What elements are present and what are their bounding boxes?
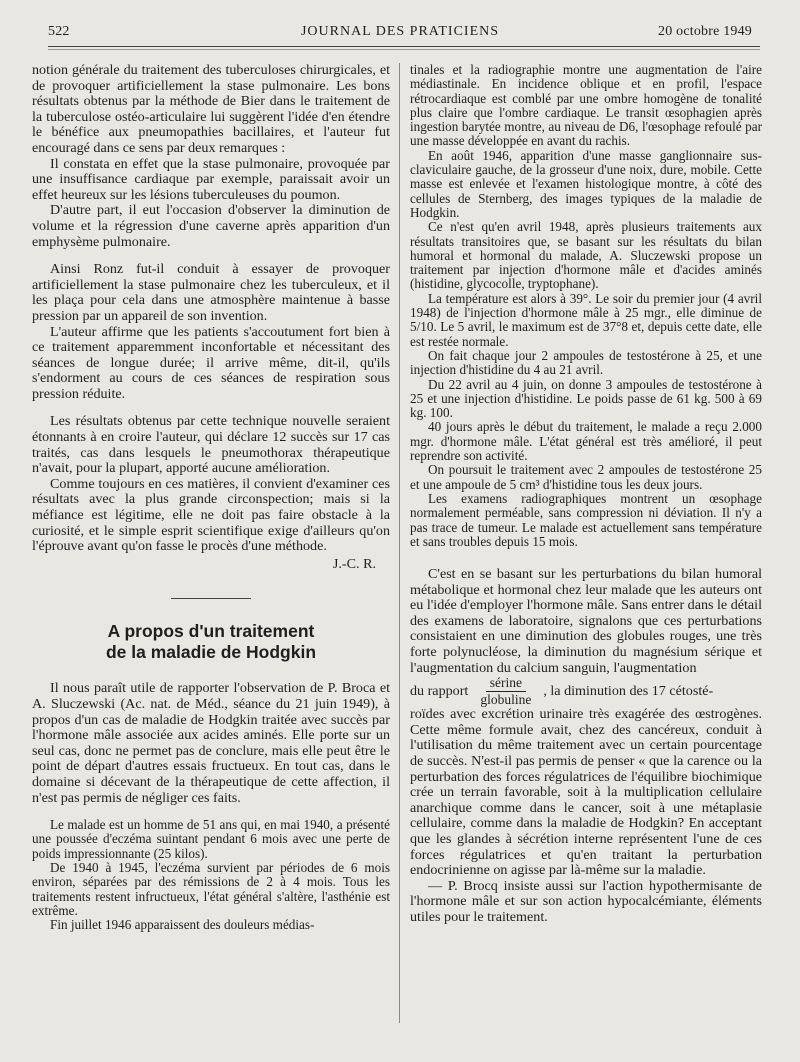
left-column (32, 63, 390, 933)
header-rule-thin (48, 49, 760, 50)
fraction-denominator: globuline (480, 692, 532, 708)
spacer (32, 663, 390, 681)
paragraph: — P. Brocq insiste aussi sur l'action hypothermisante de l'hormone mâle et sur son action hypocalcémiante, éléments utiles pour le traitement. (410, 877, 762, 925)
ratio-prefix: du rapport (410, 682, 469, 699)
case-paragraph: Ce n'est qu'en avril 1948, après plusieurs traitements aux résultats transitoires que, se basant sur les résultats du bilan humoral et hormonal du malade, A. Sluczewski propose un traitement par injection d'hormone mâle et d'acides aminés (histidine, glycocolle, tryptophane). (410, 219, 762, 292)
paragraph: L'auteur affirme que les patients s'accoutument fort bien à ce traitement apparemment inconfortable et nécessitant des séances de longue durée; il arrive même, dit-il, qu'ils s'endorment au cours de ces séances de respiration sous pression réduite. (32, 323, 390, 402)
case-paragraph: Le malade est un homme de 51 ans qui, en mai 1940, a présenté une poussée d'eczéma suintant pendant 6 mois avec une perte de poids impressionnante (25 kilos). (32, 817, 390, 861)
case-paragraph: Les examens radiographiques montrent un œsophage normalement perméable, sans compression ni déviation. Il n'y a pas trace de tumeur. Le malade est actuellement sans température et sans troubles depuis 15 mois. (410, 490, 762, 549)
right-column (410, 63, 762, 926)
author-signature: J.-C. R. (332, 555, 376, 572)
paragraph: notion générale du traitement des tuberculoses chirurgicales, et de provoquer artificiellement la stase pulmonaire. Les bons résultats obtenus par la méthode de Bier dans le traitement de la tuberculose ostéo-articulaire lui suggèrent l'idée d'en étendre le bénéfice aux pneumopathies bacillaires, et l'auteur fut encouragé dans ce sens par deux remarques : (32, 62, 390, 156)
paragraph: Les résultats obtenus par cette technique nouvelle seraient étonnants à en croire l'auteur, qui déclare 12 succès sur 17 cas traités, cas dans lesquels le pneumothorax thérapeutique n'avait, pour la plupart, apporté aucune amélioration. (32, 413, 390, 477)
paragraph: C'est en se basant sur les perturbations du bilan humoral métabolique et hormonal chez leur malade que les auteurs ont eu l'idée d'employer l'hormone mâle. Sans entrer dans le détail des examens de laboratoire, signalons que ces perturbations consistaient en une diminution des globules rouges, une très forte polynucléose, la diminution du magnésium sérique et l'augmentation du calcium sanguin, l'augmentation (410, 566, 763, 676)
case-paragraph: Fin juillet 1946 apparaissent des douleurs médias- (50, 917, 315, 933)
case-paragraph: On poursuit le traitement avec 2 ampoules de testostérone 25 et une ampoule de 5 cm³ d'histidine tous les deux jours. (410, 462, 762, 492)
case-paragraph: La température est alors à 39°. Le soir du premier jour (4 avril 1948) de l'injection d'hormone mâle à 25 mgr., elle diminue de 5/10. Le 5 avril, le maximum est de 37°8 et, depuis cette date, elle est restée normale. (410, 290, 762, 349)
ratio-suffix: , la diminution des 17 cétosté- (543, 682, 714, 699)
case-paragraph: 40 jours après le début du traitement, le malade a reçu 2.000 mgr. d'hormone mâle. L'état général est très amélioré, il peut reprendre son activité. (410, 419, 762, 464)
case-paragraph: On fait chaque jour 2 ampoules de testostérone à 25, et une injection d'histidine du 4 au 21 avril. (410, 347, 762, 378)
paragraph: Comme toujours en ces matières, il convient d'examiner ces résultats avec la plus grande circonspection; mais si la méfiance est légitime, elle ne doit pas faire obstacle à la curiosité, et le simple esprit scientifique exige d'ailleurs qu'on l'éprouve avant qu'on fasse le procès d'une méthode. (32, 475, 390, 555)
article-title-line-1: A propos d'un traitement (107, 621, 315, 642)
case-paragraph: tinales et la radiographie montre une augmentation de l'aire médiastinale. En incidence oblique et en profil, l'espace rétrocardiaque est comblé par une ombre homogène de tonalité plus claire que l'ombre cardiaque. Le transit œsophagien après ingestion barytée montre, au niveau de D6, l'œsophage refoulé par une masse développée en avant du rachis. (410, 62, 762, 149)
page-header (48, 24, 752, 46)
fraction-numerator: sérine (486, 676, 526, 692)
journal-title: JOURNAL DES PRATICIENS (300, 24, 500, 39)
section-separator (171, 598, 251, 599)
ratio-fraction (476, 676, 535, 707)
page-number: 522 (48, 24, 70, 39)
paragraph: Ainsi Ronz fut-il conduit à essayer de provoquer artificiellement la stase pulmonaire chez les tuberculeux, et il les plaça pour cela dans une atmosphère maintenue à basse pression par un appareil de son invention. (32, 261, 390, 324)
case-paragraph: Du 22 avril au 4 juin, on donne 3 ampoules de testostérone à 25 et une injection d'histidine. Le poids passe de 61 kg. 500 à 69 kg. 100. (410, 376, 762, 421)
spacer (410, 549, 762, 567)
header-rule (48, 46, 760, 47)
paragraph: Il constata en effet que la stase pulmonaire, provoquée par une insuffisance cardiaque par exemple, paraissait avoir un effet heureux sur les lésions tuberculeuses du poumon. (32, 155, 390, 203)
ratio-line (410, 676, 762, 707)
article-title-line-2: de la maladie de Hodgkin (105, 642, 317, 663)
case-paragraph: De 1940 à 1945, l'eczéma survient par périodes de 6 mois environ, séparées par des rémissions de 2 à 4 mois. Tous les traitements restent infructueux, l'état général s'altère, l'asthénie est extrême. (32, 860, 390, 918)
paragraph: Il nous paraît utile de rapporter l'observation de P. Broca et A. Sluczewski (Ac. nat. de Méd., séance du 21 juin 1949), à propos d'un cas de maladie de Hodgkin traitée avec succès par l'hormone mâle associée aux acides aminés. Elle porte sur un seul cas, donc ne permet pas de conclure, mais elle peut être le point de départ d'autres essais fructueux. En tout cas, dans le domaine si décevant de la thérapeutique de cette affection, il n'est pas permis de négliger ces faits. (32, 680, 390, 806)
paragraph: D'autre part, il eut l'occasion d'observer la diminution de volume et la régression d'une caverne après apparition d'un emphysème pulmonaire. (32, 202, 390, 250)
paragraph: roïdes avec excrétion urinaire très exagérée des œstrogènes. Cette même formule avait, chez des cancéreux, conduit à l'utilisation du même traitement avec un certain pourcentage de succès. N'est-il pas permis de penser « que la carence ou la perturbation des forces régulatrices de l'équilibre biochimique crée un terrain favorable, soit à la multiplication cellulaire anarchique comme dans le cancer, soit à une métaplasie cellulaire, comme dans la maladie de Hodgkin? En acceptant que les glandes à sécrétion interne représentent l'une de ces forces régulatrices et qu'en traitant la perturbation endocrinienne on agisse par là-même sur la maladie. (410, 706, 762, 879)
column-divider (399, 63, 400, 1023)
issue-date: 20 octobre 1949 (658, 24, 752, 39)
article-title (32, 621, 390, 663)
case-paragraph: En août 1946, apparition d'une masse ganglionnaire sus-claviculaire gauche, de la grosseur d'une noix, dure, mobile. Cette masse est enlevée et l'examen histologique montre, à côté des cellules de Sternberg, des images typiques de la maladie de Hodgkin. (410, 147, 762, 220)
